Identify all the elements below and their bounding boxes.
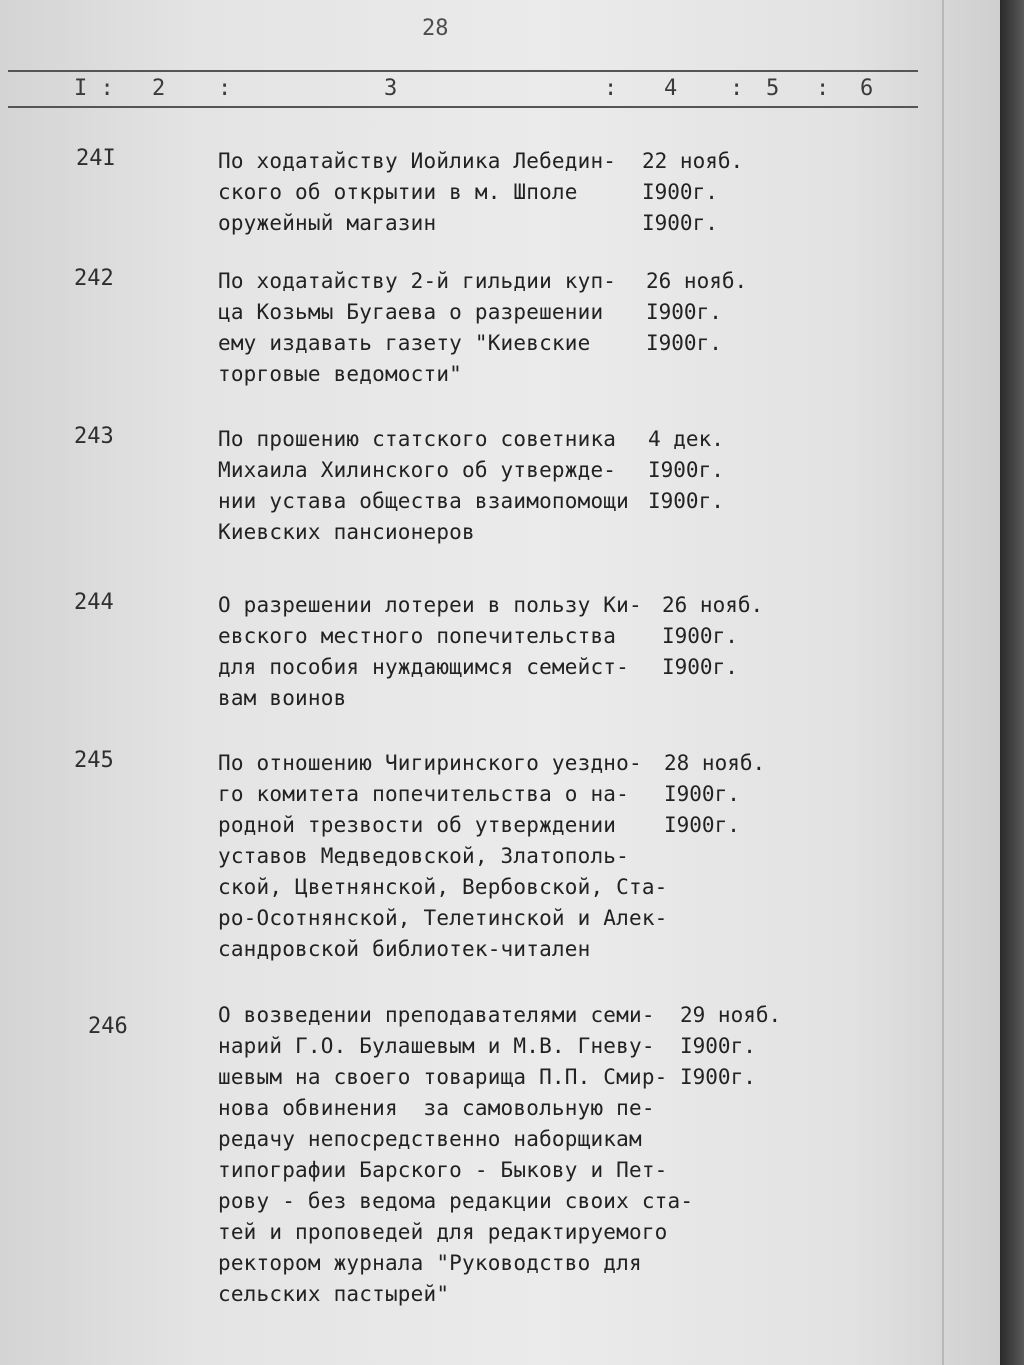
entry-dates: 22 нояб. I900г. I900г.	[642, 149, 744, 235]
entry-dates: 26 нояб. I900г. I900г.	[646, 269, 748, 355]
header-bottom-rule	[8, 106, 918, 108]
background-edge	[1000, 0, 1024, 1365]
entry-description: По ходатайству Иойлика Лебедин- ского об открытии в м. Шполе оружейный магазин	[218, 149, 617, 235]
column-header-sep: :	[730, 76, 744, 101]
column-header-sep: :	[604, 76, 618, 101]
header-top-rule	[8, 70, 918, 72]
column-header-4: 4	[664, 76, 678, 101]
entry-number: 244	[74, 590, 114, 615]
page-fold-line	[942, 0, 944, 1365]
entry-description: По прошению статского советника Михаила Хилинского об утвержде- нии устава общества взаимопомощи Киевских пансионеров	[218, 427, 629, 544]
entry-number: 243	[74, 424, 114, 449]
column-header-sep: :	[816, 76, 830, 101]
entry-dates: 28 нояб. I900г. I900г.	[664, 751, 766, 837]
entry-number: 24I	[76, 146, 116, 171]
column-header-2: 2	[152, 76, 166, 101]
entry-dates: 4 дек. I900г. I900г.	[648, 427, 724, 513]
entry-description: По отношению Чигиринского уездно- го комитета попечительства о на- родной трезвости об утверждении уставов Медведовской, Златополь- ской, Цветнянской, Вербовской, Ста- ро-Осотнянской, Телетинской и Алек- сандровской библиотек-читален	[218, 751, 668, 961]
entry-dates: 29 нояб. I900г. I900г.	[680, 1003, 782, 1089]
entry-description: О возведении преподавателями семи- нарий Г.О. Булашевым и М.В. Гневу- шевым на своего товарища П.П. Смир- нова обвинения за самовольную пе- редачу непосредственно наборщикам типографии Барского - Быкову и Пет- рову - без ведома редакции своих ста- тей и проповедей для редактируемого ректором журнала "Руководство для сельских пастырей"	[218, 1003, 694, 1306]
column-header-5: 5	[766, 76, 780, 101]
entry-number: 245	[74, 748, 114, 773]
entry-description: О разрешении лотереи в пользу Ки- евского местного попечительства для пособия нуждающимся семейст- вам воинов	[218, 593, 642, 710]
column-header-6: 6	[860, 76, 874, 101]
entry-dates: 26 нояб. I900г. I900г.	[662, 593, 764, 679]
column-header-3: 3	[384, 76, 398, 101]
column-header-1: I :	[74, 76, 114, 101]
entry-description: По ходатайству 2-й гильдии куп- ца Козьмы Бугаева о разрешении ему издавать газету "Киевские торговые ведомости"	[218, 269, 617, 386]
column-number-header	[0, 76, 960, 106]
entry-number: 242	[74, 266, 114, 291]
page-number: 28	[422, 16, 449, 41]
column-header-sep: :	[218, 76, 232, 101]
entry-number: 246	[88, 1014, 128, 1039]
